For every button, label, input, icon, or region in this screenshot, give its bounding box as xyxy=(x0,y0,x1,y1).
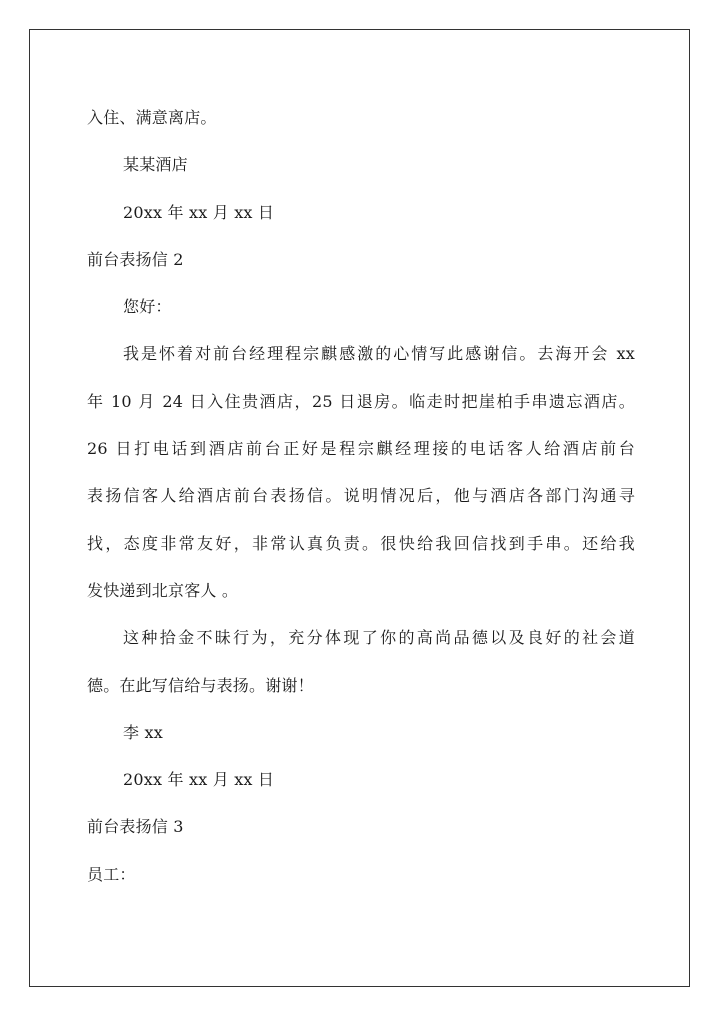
paragraph-line: 德。在此写信给与表扬。谢谢！ xyxy=(87,675,314,695)
paragraph-line: 26 日打电话到酒店前台正好是程宗麒经理接的电话客人给酒店前台 xyxy=(87,439,635,459)
paragraph-line: 年 10 月 24 日入住贵酒店，25 日退房。临走时把崖柏手串遗忘酒店。 xyxy=(87,391,635,411)
paragraph-line: 表扬信客人给酒店前台表扬信。说明情况后，他与酒店各部门沟通寻 xyxy=(87,486,635,506)
paragraph-line: 发快递到北京客人 。 xyxy=(87,580,239,600)
signature-name: 李 xx xyxy=(123,722,163,742)
signature-date: 20xx 年 xx 月 xx 日 xyxy=(123,770,275,790)
paragraph-line: 我是怀着对前台经理程宗麒感激的心情写此感谢信。去海开会 xx xyxy=(123,344,635,364)
section-heading-letter-2: 前台表扬信 2 xyxy=(87,249,184,269)
signature-hotel: 某某酒店 xyxy=(123,155,188,175)
greeting: 您好： xyxy=(123,297,172,317)
section-heading-letter-3: 前台表扬信 3 xyxy=(87,817,184,837)
text-line-closing: 入住、满意离店。 xyxy=(87,108,217,127)
signature-date: 20xx 年 xx 月 xx 日 xyxy=(123,202,275,222)
greeting: 员工： xyxy=(87,864,136,884)
paragraph-line: 找，态度非常友好，非常认真负责。很快给我回信找到手串。还给我 xyxy=(87,533,635,553)
letter-body xyxy=(87,94,635,898)
paragraph-line: 这种拾金不昧行为，充分体现了你的高尚品德以及良好的社会道 xyxy=(123,628,635,648)
